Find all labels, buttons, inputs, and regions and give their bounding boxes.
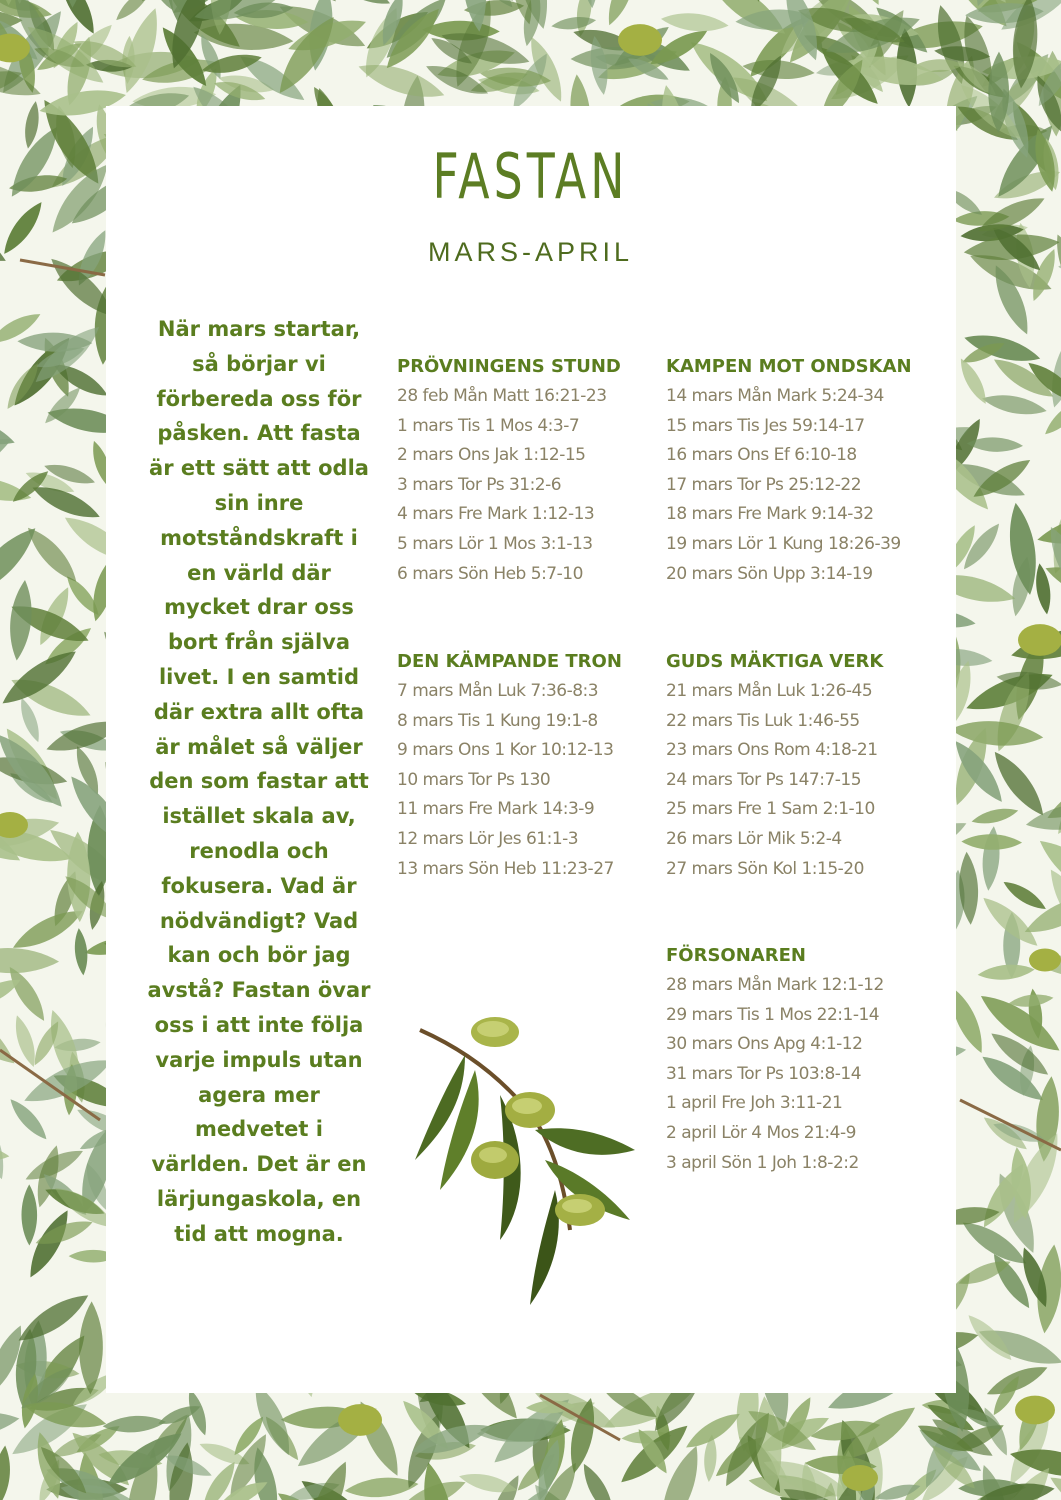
reading-entry: 11 mars Fre Mark 14:3-9: [397, 799, 595, 820]
reading-entry: 18 mars Fre Mark 9:14-32: [666, 504, 874, 525]
reading-entry: 10 mars Tor Ps 130: [397, 769, 551, 790]
section-forsonaren: [666, 941, 884, 1178]
leaf: [331, 0, 393, 10]
reading-entry: 29 mars Tis 1 Mos 22:1-14: [666, 1004, 880, 1025]
leaf: [970, 805, 1019, 828]
leaf: [660, 10, 729, 34]
reading-entry: 20 mars Sön Upp 3:14-19: [666, 563, 873, 584]
olive: [1029, 948, 1061, 971]
olive: [338, 1404, 382, 1436]
reading-entry: 17 mars Tor Ps 25:12-22: [666, 474, 862, 495]
leaf: [53, 0, 101, 38]
reading-entry: 9 mars Ons 1 Kor 10:12-13: [397, 740, 614, 761]
reading-entry: 2 april Lör 4 Mos 21:4-9: [666, 1122, 856, 1143]
reading-entry: 7 mars Mån Luk 7:36-8:3: [397, 681, 599, 701]
section-title: PRÖVNINGENS STUND: [397, 356, 621, 377]
reading-entry: 2 mars Ons Jak 1:12-15: [397, 445, 586, 466]
reading-entry: 28 feb Mån Matt 16:21-23: [397, 386, 607, 406]
reading-entry: 6 mars Sön Heb 5:7-10: [397, 563, 583, 584]
leaf: [1004, 501, 1042, 597]
section-title: GUDS MÄKTIGA VERK: [666, 651, 884, 672]
reading-entry: 19 mars Lör 1 Kung 18:26-39: [666, 533, 901, 554]
leaf: [290, 0, 341, 6]
olive: [618, 24, 662, 56]
olive-sprig-illustration: [405, 1010, 645, 1310]
reading-entry: 3 april Sön 1 Joh 1:8-2:2: [666, 1152, 859, 1173]
leaf: [0, 1445, 13, 1500]
reading-entry: 15 mars Tis Jes 59:14-17: [666, 415, 865, 436]
leaf: [577, 1460, 620, 1500]
reading-entry: 26 mars Lör Mik 5:2-4: [666, 828, 842, 849]
reading-entry: 30 mars Ons Apg 4:1-12: [666, 1034, 863, 1055]
reading-entry: 16 mars Ons Ef 6:10-18: [666, 445, 857, 466]
leaf: [551, 14, 597, 32]
leaf: [977, 962, 1035, 982]
leaf: [1044, 325, 1061, 410]
olive: [1018, 624, 1061, 656]
reading-entry: 3 mars Tor Ps 31:2-6: [397, 474, 562, 495]
reading-entry: 24 mars Tor Ps 147:7-15: [666, 769, 862, 790]
reading-entry: 23 mars Ons Rom 4:18-21: [666, 740, 878, 761]
page-subtitle: MARS-APRIL: [427, 237, 634, 267]
reading-entry: 31 mars Tor Ps 103:8-14: [666, 1063, 862, 1084]
olive: [1015, 1396, 1055, 1425]
reading-entry: 13 mars Sön Heb 11:23-27: [397, 858, 614, 879]
leaf: [0, 947, 59, 974]
reading-entry: 22 mars Tis Luk 1:46-55: [666, 710, 860, 731]
intro-text: När mars startar, så börjar vi förbereda oss för påsken. Att fasta är ett sätt att odla sin inre motståndskraft i en värld där mycket drar oss bort från själva livet. I en samtid där extra allt ofta är målet så väljer den som fastar att istället skala av, renodla och fokusera. Vad är nödvändigt? Vad kan och bör jag avstå? Fastan övar oss i att inte följa varje impuls utan agera mer medvetet i världen. Det är en lärjungaskola, en tid att mogna.: [147, 317, 371, 1246]
leaf: [961, 834, 1022, 851]
leaf: [21, 1184, 37, 1245]
reading-entry: 21 mars Mån Luk 1:26-45: [666, 681, 873, 701]
section-title: FÖRSONAREN: [666, 945, 806, 966]
reading-entry: 28 mars Mån Mark 12:1-12: [666, 975, 884, 995]
leaf: [116, 5, 166, 97]
section-den-kampande-tron: [397, 647, 622, 884]
section-guds-maktiga-verk: [666, 647, 883, 884]
leaf: [980, 390, 1048, 419]
reading-entry: 1 april Fre Joh 3:11-21: [666, 1093, 843, 1114]
leaf: [5, 1095, 51, 1144]
section-kampen-mot-ondskan: [666, 352, 912, 589]
reading-entry: 1 mars Tis 1 Mos 4:3-7: [397, 415, 580, 436]
section-provningens-stund: [397, 352, 621, 589]
reading-entry: 12 mars Lör Jes 61:1-3: [397, 828, 579, 849]
reading-entry: 5 mars Lör 1 Mos 3:1-13: [397, 533, 593, 554]
reading-entry: 8 mars Tis 1 Kung 19:1-8: [397, 710, 598, 731]
reading-entry: 27 mars Sön Kol 1:15-20: [666, 858, 864, 879]
reading-entry: 25 mars Fre 1 Sam 2:1-10: [666, 799, 875, 820]
reading-entry: 4 mars Fre Mark 1:12-13: [397, 504, 595, 525]
leaf: [0, 1407, 21, 1443]
page-title: FASTAN: [432, 140, 629, 213]
leaf: [602, 0, 641, 28]
reading-entry: 14 mars Mån Mark 5:24-34: [666, 386, 884, 406]
leaf: [73, 928, 90, 976]
leaf: [0, 1111, 10, 1182]
leaf: [949, 717, 1044, 749]
section-title: KAMPEN MOT ONDSKAN: [666, 356, 912, 377]
leaf: [6, 579, 35, 662]
olive: [842, 1465, 878, 1491]
section-title: DEN KÄMPANDE TRON: [397, 651, 622, 672]
leaf: [344, 1475, 419, 1500]
